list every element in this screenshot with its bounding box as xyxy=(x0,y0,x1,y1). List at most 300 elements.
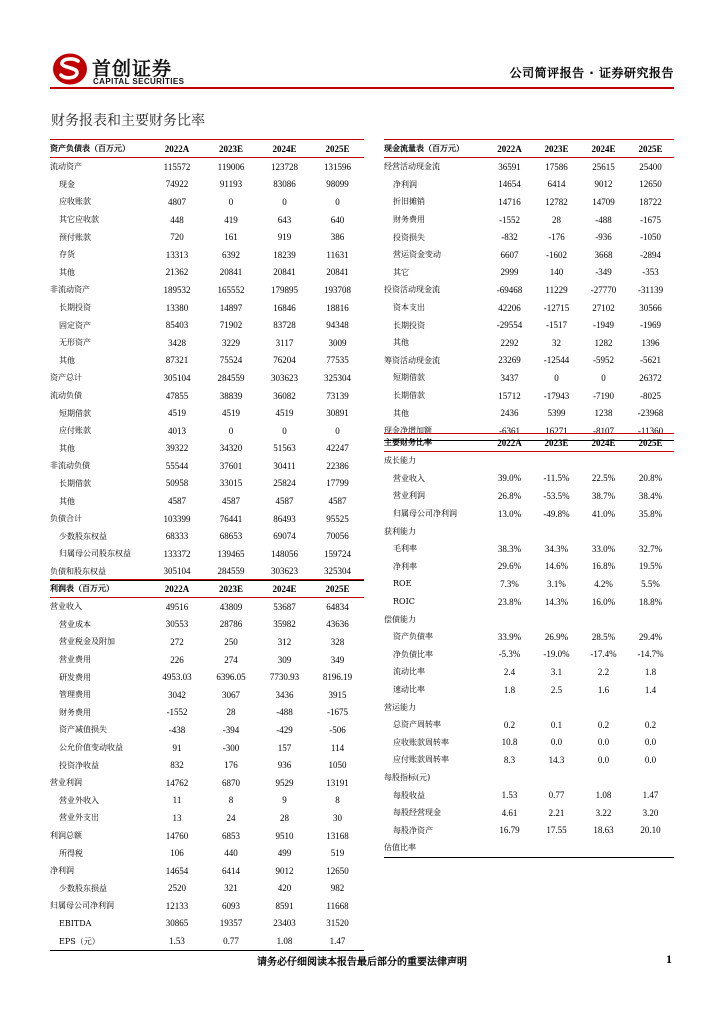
value-cell: -8107 xyxy=(580,422,627,440)
table-row xyxy=(50,176,364,194)
value-cell: -1517 xyxy=(546,320,567,331)
value-cell: 31520 xyxy=(326,918,349,929)
table-row xyxy=(50,844,364,862)
table-row xyxy=(50,897,364,915)
value-cell: 23403 xyxy=(273,918,296,929)
value-cell: 284559 xyxy=(217,372,245,383)
table-row xyxy=(384,352,674,370)
table-row xyxy=(50,880,364,898)
row-label: 归属母公司净利润 xyxy=(393,509,457,519)
row-label: 少数股东权益 xyxy=(59,531,107,541)
header-divider xyxy=(50,87,674,89)
value-cell: 10.8 xyxy=(501,737,518,748)
value-cell: 8591 xyxy=(275,900,294,911)
year-header: 2025E xyxy=(627,434,674,452)
table-row xyxy=(50,422,364,440)
year-header: 2023E xyxy=(204,140,258,158)
value-cell: 14709 xyxy=(592,196,615,207)
row-label: EPS（元） xyxy=(50,932,150,950)
row-label: 少数股东损益 xyxy=(59,883,107,893)
table-row xyxy=(50,457,364,475)
value-cell: 11229 xyxy=(545,284,568,295)
value-cell: 28 xyxy=(552,214,561,225)
value-cell: -438 xyxy=(168,724,186,735)
table-row xyxy=(50,721,364,739)
table-row xyxy=(384,505,674,523)
row-label: 营业利润 xyxy=(50,778,82,788)
value-cell: -5952 xyxy=(593,355,614,366)
table-header-row xyxy=(384,140,674,158)
table-row xyxy=(384,698,674,716)
value-cell: -832 xyxy=(501,232,518,243)
row-label: 存货 xyxy=(59,250,75,260)
table-row xyxy=(384,369,674,387)
value-cell: 16.8% xyxy=(591,561,616,572)
value-cell: 14.3 xyxy=(548,754,565,765)
row-label: 长期投资 xyxy=(393,320,425,330)
value-cell: 87321 xyxy=(165,355,189,366)
value-cell: -11360 xyxy=(627,422,674,440)
value-cell: 14654 xyxy=(165,865,189,876)
table-row xyxy=(384,299,674,317)
value-cell: 3009 xyxy=(328,337,347,348)
table-title: 主要财务比率 xyxy=(384,434,486,452)
value-cell: 3042 xyxy=(168,689,186,700)
value-cell: 0 xyxy=(554,372,559,383)
value-cell xyxy=(486,522,533,540)
value-cell: 32.7% xyxy=(638,543,663,554)
value-cell: 29.4% xyxy=(638,631,663,642)
value-cell xyxy=(533,839,580,857)
value-cell: 2436 xyxy=(500,408,519,419)
value-cell: -1969 xyxy=(640,320,661,331)
value-cell: 0 xyxy=(335,425,340,436)
value-cell: 189532 xyxy=(163,284,191,295)
value-cell: 30566 xyxy=(639,302,662,313)
row-label: 资产减值损失 xyxy=(59,725,107,735)
row-label: 折旧摊销 xyxy=(393,197,425,207)
row-label: 其他 xyxy=(59,496,75,506)
value-cell: 26.9% xyxy=(544,631,569,642)
value-cell: 0 xyxy=(601,372,606,383)
value-cell: -176 xyxy=(548,232,565,243)
value-cell: 4.2% xyxy=(594,578,613,589)
value-cell: 53687 xyxy=(273,601,296,612)
row-label: 偿债能力 xyxy=(384,614,416,624)
table-row xyxy=(50,387,364,405)
table-row xyxy=(384,452,674,470)
year-header: 2022A xyxy=(150,140,204,158)
value-cell: 325304 xyxy=(324,372,351,383)
value-cell: 2.2 xyxy=(597,666,610,677)
value-cell: 4587 xyxy=(222,496,240,507)
value-cell: 19357 xyxy=(219,918,243,929)
table-row xyxy=(50,475,364,493)
value-cell: 20.8% xyxy=(638,473,663,484)
value-cell: 77535 xyxy=(326,355,349,366)
value-cell: 250 xyxy=(224,636,238,647)
row-label: 其他 xyxy=(59,443,75,453)
value-cell: 440 xyxy=(224,848,238,859)
row-label: 资本支出 xyxy=(393,303,425,313)
value-cell: -394 xyxy=(222,724,240,735)
value-cell: 6396.05 xyxy=(216,672,246,683)
report-header xyxy=(50,52,674,88)
value-cell: 305104 xyxy=(163,372,191,383)
value-cell: 4519 xyxy=(275,408,294,419)
value-cell: -17.4% xyxy=(590,649,617,660)
row-label: 其他 xyxy=(59,267,75,277)
row-label: ROE xyxy=(393,579,412,589)
value-cell: 18.63 xyxy=(593,825,614,836)
value-cell: 9012 xyxy=(594,179,613,190)
value-cell: 420 xyxy=(277,883,292,894)
table-row xyxy=(50,264,364,282)
row-label: 成长能力 xyxy=(384,456,416,466)
value-cell: 15712 xyxy=(498,390,521,401)
value-cell: 75524 xyxy=(219,355,243,366)
value-cell: 643 xyxy=(277,214,292,225)
value-cell: 9012 xyxy=(275,865,294,876)
table-row xyxy=(384,681,674,699)
value-cell: 176 xyxy=(224,760,238,771)
table-header-row xyxy=(50,140,364,158)
table-row xyxy=(50,651,364,669)
row-label: 营业税金及附加 xyxy=(59,637,115,647)
value-cell: 83728 xyxy=(273,320,296,331)
value-cell: 20841 xyxy=(326,267,349,278)
value-cell: -69468 xyxy=(496,284,523,295)
table-row xyxy=(50,598,364,616)
value-cell: 11668 xyxy=(326,900,349,911)
value-cell: 16271 xyxy=(533,422,580,440)
value-cell: 123728 xyxy=(271,161,298,172)
table-row xyxy=(50,352,364,370)
row-label: 归属母公司净利润 xyxy=(50,901,114,911)
value-cell: 83086 xyxy=(273,179,296,190)
value-cell: -8025 xyxy=(640,390,661,401)
row-label: 营业费用 xyxy=(59,655,91,665)
value-cell: 1282 xyxy=(594,337,613,348)
row-label: 负债合计 xyxy=(50,514,82,524)
value-cell xyxy=(533,610,580,628)
value-cell: 4587 xyxy=(275,496,294,507)
value-cell: -1552 xyxy=(499,214,520,225)
value-cell: 272 xyxy=(170,636,184,647)
value-cell: 68653 xyxy=(219,531,243,542)
value-cell: 1.53 xyxy=(501,790,518,801)
row-label: 投资活动现金流 xyxy=(384,285,440,295)
value-cell: 98099 xyxy=(326,179,349,190)
value-cell: 0 xyxy=(335,196,340,207)
table-row xyxy=(50,369,364,387)
table-row xyxy=(384,628,674,646)
row-label: 应收账款 xyxy=(59,197,91,207)
value-cell xyxy=(533,452,580,470)
year-header: 2025E xyxy=(311,580,364,598)
table-row xyxy=(384,786,674,804)
financial-ratios-table xyxy=(384,433,674,858)
row-label: 营业利润 xyxy=(393,491,425,501)
value-cell xyxy=(627,698,674,716)
table-row xyxy=(384,646,674,664)
value-cell xyxy=(580,698,627,716)
value-cell: 4519 xyxy=(168,408,186,419)
value-cell: 936 xyxy=(277,760,292,771)
income-statement-table xyxy=(50,579,364,951)
value-cell: 18816 xyxy=(326,302,349,313)
value-cell: 0.1 xyxy=(550,719,563,730)
row-label: 获利能力 xyxy=(384,526,416,536)
value-cell: 119006 xyxy=(217,161,245,172)
row-label: 营业收入 xyxy=(393,473,425,483)
table-row xyxy=(50,404,364,422)
value-cell: 18239 xyxy=(273,249,296,260)
value-cell: -1675 xyxy=(640,214,661,225)
value-cell: 28 xyxy=(280,812,289,823)
value-cell: 25615 xyxy=(592,161,615,172)
value-cell: 0.0 xyxy=(597,737,610,748)
value-cell: 3437 xyxy=(500,372,519,383)
value-cell: 1.47 xyxy=(642,790,659,801)
value-cell: -429 xyxy=(276,724,293,735)
value-cell: 26372 xyxy=(639,372,662,383)
row-label: 应付账款 xyxy=(59,426,91,436)
value-cell: 1238 xyxy=(594,408,613,419)
value-cell: 8.3 xyxy=(503,754,516,765)
table-row xyxy=(384,316,674,334)
value-cell: 328 xyxy=(330,636,345,647)
table-row xyxy=(50,862,364,880)
value-cell: 12133 xyxy=(165,900,189,911)
value-cell xyxy=(627,452,674,470)
value-cell: -1552 xyxy=(166,707,188,718)
table-row xyxy=(50,704,364,722)
value-cell: -6361 xyxy=(486,422,533,440)
value-cell: 30865 xyxy=(165,918,189,929)
value-cell: 284559 xyxy=(204,563,258,581)
table-row xyxy=(50,281,364,299)
logo-subtext: CAPITAL SECURITIES xyxy=(93,77,185,86)
value-cell: 6853 xyxy=(222,830,240,841)
value-cell: -49.8% xyxy=(543,508,570,519)
value-cell: 30553 xyxy=(165,619,189,630)
value-cell xyxy=(533,698,580,716)
value-cell: 2.4 xyxy=(503,666,516,677)
value-cell: 17.55 xyxy=(546,825,567,836)
table-row xyxy=(384,158,674,176)
row-label: 每股净资产 xyxy=(393,825,433,835)
table-row xyxy=(50,686,364,704)
value-cell: 3.22 xyxy=(595,807,612,818)
value-cell: 4.61 xyxy=(501,807,518,818)
row-label: 预付账款 xyxy=(59,232,91,242)
value-cell: 305104 xyxy=(150,563,204,581)
row-label: 总资产周转率 xyxy=(393,720,441,730)
row-label: 其他 xyxy=(393,408,409,418)
value-cell: 13168 xyxy=(326,830,349,841)
row-label: 速动比率 xyxy=(393,685,425,695)
value-cell: 21362 xyxy=(165,267,189,278)
value-cell: -5621 xyxy=(640,355,661,366)
table-row xyxy=(50,211,364,229)
table-row xyxy=(384,839,674,857)
value-cell: 1.08 xyxy=(595,790,612,801)
value-cell: -300 xyxy=(222,742,240,753)
value-cell: -936 xyxy=(595,232,612,243)
value-cell: 76204 xyxy=(273,355,296,366)
legal-disclaimer: 请务必仔细阅读本报告最后部分的重要法律声明 xyxy=(257,957,467,968)
row-label: 长期借款 xyxy=(393,391,425,401)
row-label: 负债和股东权益 xyxy=(50,563,150,581)
value-cell: 32 xyxy=(552,337,561,348)
row-label: 其它应收款 xyxy=(59,215,99,225)
value-cell: 36591 xyxy=(498,161,521,172)
table-row xyxy=(384,281,674,299)
value-cell: 1.08 xyxy=(258,932,311,950)
row-label: 财务费用 xyxy=(393,215,425,225)
value-cell: -349 xyxy=(595,267,612,278)
value-cell: 6414 xyxy=(547,179,566,190)
value-cell: 76441 xyxy=(219,513,243,524)
row-label: 流动比率 xyxy=(393,667,425,677)
row-label: 每股经营现金 xyxy=(393,808,441,818)
value-cell: 8 xyxy=(335,795,340,806)
row-label: 营业外收入 xyxy=(59,795,99,805)
value-cell: 18.8% xyxy=(638,596,663,607)
value-cell: 303623 xyxy=(258,563,311,581)
value-cell: 0.0 xyxy=(597,754,610,765)
table-row xyxy=(50,510,364,528)
year-header: 2025E xyxy=(627,140,674,158)
row-label: 投资净收益 xyxy=(59,760,99,770)
value-cell: 499 xyxy=(277,848,292,859)
value-cell: 7.3% xyxy=(500,578,519,589)
value-cell: 5.5% xyxy=(641,578,660,589)
value-cell: 91 xyxy=(172,742,182,753)
table-row xyxy=(384,734,674,752)
table-row xyxy=(50,316,364,334)
value-cell: 38.4% xyxy=(638,490,663,501)
value-cell: 312 xyxy=(277,636,292,647)
value-cell xyxy=(627,839,674,857)
row-label: 应付账款周转率 xyxy=(393,755,449,765)
value-cell: 28786 xyxy=(219,619,243,630)
value-cell: 2520 xyxy=(168,883,186,894)
value-cell: 6392 xyxy=(222,249,240,260)
table-header-row xyxy=(50,580,364,598)
row-label: 利润总额 xyxy=(50,831,82,841)
value-cell: 24 xyxy=(226,812,236,823)
table-row xyxy=(50,915,364,933)
year-header: 2023E xyxy=(533,434,580,452)
value-cell: 43809 xyxy=(219,601,243,612)
year-header: 2024E xyxy=(580,434,627,452)
value-cell: 8 xyxy=(228,795,234,806)
value-cell: 4807 xyxy=(168,196,186,207)
capital-securities-logo-icon xyxy=(52,52,88,86)
value-cell: -1675 xyxy=(327,707,348,718)
value-cell: 73139 xyxy=(326,390,349,401)
row-label: 资产总计 xyxy=(50,373,82,383)
table-row xyxy=(50,440,364,458)
value-cell: 114 xyxy=(330,742,345,753)
value-cell: 165552 xyxy=(217,284,245,295)
value-cell: 386 xyxy=(330,232,345,243)
value-cell: -23968 xyxy=(637,408,664,419)
value-cell: 139465 xyxy=(217,548,245,559)
value-cell: 51563 xyxy=(273,443,296,454)
row-label: 长期投资 xyxy=(59,303,91,313)
value-cell: 42206 xyxy=(498,302,521,313)
row-label: 应收账款周转率 xyxy=(393,737,449,747)
value-cell: 43636 xyxy=(326,619,349,630)
value-cell: 33015 xyxy=(219,478,243,489)
value-cell: 1.53 xyxy=(150,932,204,950)
value-cell: 3436 xyxy=(275,689,294,700)
table-row xyxy=(384,575,674,593)
value-cell: 2.5 xyxy=(550,684,563,695)
year-header: 2022A xyxy=(150,580,204,598)
value-cell xyxy=(533,769,580,787)
value-cell: 33.9% xyxy=(497,631,522,642)
value-cell: 95525 xyxy=(326,513,349,524)
year-header: 2024E xyxy=(580,140,627,158)
value-cell: 7730.93 xyxy=(269,672,300,683)
table-row xyxy=(50,158,364,176)
value-cell: 3.20 xyxy=(642,807,659,818)
value-cell: 86493 xyxy=(273,513,296,524)
table-row xyxy=(50,809,364,827)
value-cell: 0.0 xyxy=(644,754,657,765)
value-cell: 133372 xyxy=(163,548,191,559)
value-cell: 3428 xyxy=(168,337,186,348)
year-header: 2022A xyxy=(486,434,533,452)
table-row xyxy=(384,821,674,839)
value-cell: 22.5% xyxy=(591,473,616,484)
table-title: 利润表（百万元） xyxy=(50,580,150,598)
value-cell: 19.5% xyxy=(638,561,663,572)
value-cell: 23269 xyxy=(498,355,521,366)
table-row xyxy=(50,492,364,510)
table-row xyxy=(384,176,674,194)
value-cell: -5.3% xyxy=(498,649,521,660)
value-cell: 39.0% xyxy=(497,473,522,484)
value-cell: 4953.03 xyxy=(162,672,192,683)
value-cell: 13313 xyxy=(165,249,189,260)
value-cell: 1.6 xyxy=(597,684,610,695)
value-cell: 5399 xyxy=(547,408,566,419)
value-cell: 14716 xyxy=(498,196,521,207)
value-cell: -11.5% xyxy=(543,473,570,484)
row-label: 净负债比率 xyxy=(393,649,433,659)
row-label: 其他 xyxy=(393,338,409,348)
row-label: 管理费用 xyxy=(59,690,91,700)
value-cell: 14654 xyxy=(498,179,521,190)
value-cell: 3.1 xyxy=(550,666,563,677)
value-cell xyxy=(627,769,674,787)
value-cell: 6607 xyxy=(500,249,519,260)
value-cell xyxy=(580,610,627,628)
value-cell: 3117 xyxy=(275,337,294,348)
value-cell xyxy=(627,522,674,540)
row-label: 每股收益 xyxy=(393,790,425,800)
year-header: 2024E xyxy=(258,140,311,158)
value-cell: 20841 xyxy=(219,267,243,278)
value-cell: 3915 xyxy=(328,689,347,700)
value-cell: 12650 xyxy=(326,865,349,876)
value-cell: 22386 xyxy=(326,460,349,471)
